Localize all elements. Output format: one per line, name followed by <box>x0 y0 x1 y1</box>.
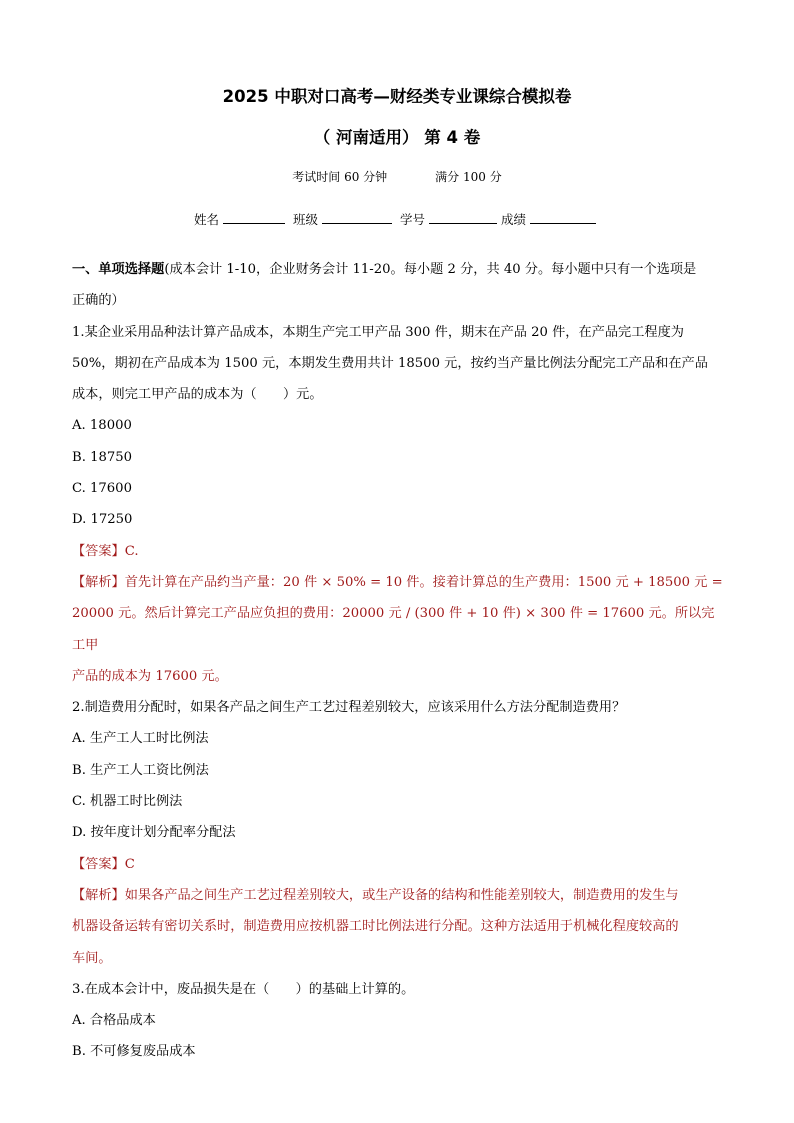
id-blank[interactable] <box>429 210 497 224</box>
answer-value: C. <box>124 543 139 559</box>
class-label: 班级 <box>292 212 318 227</box>
page-title: 2025 中职对口高考—财经类专业课综合模拟卷 <box>222 87 572 106</box>
class-blank[interactable] <box>322 210 392 224</box>
q2-analysis-line1 <box>72 880 724 911</box>
q1-option-d: D. 17250 <box>72 512 133 528</box>
q3-option-a: A. 合格品成本 <box>72 1013 156 1029</box>
q1-stem-line3: 成本，则完工甲产品的成本为（ ）元。 <box>72 387 323 403</box>
q1-option-c: C. 17600 <box>72 481 132 497</box>
exam-time: 考试时间 60 分钟 <box>292 170 388 184</box>
q2-answer <box>72 849 724 880</box>
q2-option-a: A. 生产工人工时比例法 <box>72 731 209 747</box>
q3-stem-line1: 3.在成本会计中，废品损失是在（ ）的基础上计算的。 <box>72 981 415 997</box>
q1-answer <box>72 536 724 567</box>
q1-analysis-line2: 20000 元。然后计算完工产品应负担的费用：20000 元 / (300 件 + 10 件) × 300 件 = 17600 元。所以完工甲 <box>72 606 715 653</box>
q3-option-b: B. 不可修复废品成本 <box>72 1044 196 1060</box>
page-subtitle: （ 河南适用） 第 4 卷 <box>313 128 481 147</box>
q1-stem-line1: 1.某企业采用品种法计算产品成本，本期生产完工甲产品 300 件，期末在产品 20 件，在产品完工程度为 <box>72 324 684 340</box>
q1-option-b: B. 18750 <box>72 449 133 465</box>
q2-analysis-line3: 车间。 <box>72 950 112 966</box>
q1-analysis-line1 <box>72 567 724 598</box>
q1-option-a: A. 18000 <box>72 418 132 434</box>
name-blank[interactable] <box>223 210 285 224</box>
student-info <box>0 210 794 228</box>
analysis-label: 【解析】 <box>72 887 125 903</box>
answer-label: 【答案】 <box>72 543 125 559</box>
section-desc-cont: 正确的） <box>72 293 125 309</box>
analysis-text: 如果各产品之间生产工艺过程差别较大，或生产设备的结构和性能差别较大，制造费用的发生与 <box>124 887 679 903</box>
analysis-text: 首先计算在产品约当产量：20 件 × 50% = 10 件。接着计算总的生产费用：1500 元 + 18500 元 = <box>124 574 723 590</box>
grade-blank[interactable] <box>530 210 596 224</box>
grade-label: 成绩 <box>501 212 527 227</box>
exam-score: 满分 100 分 <box>435 170 502 184</box>
section-desc: (成本会计 1-10，企业财务会计 11-20。每小题 2 分，共 40 分。每小题中只有一个选项是 <box>164 262 697 277</box>
question-body <box>72 254 724 1068</box>
q1-analysis-line3: 产品的成本为 17600 元。 <box>72 668 228 684</box>
section-intro <box>72 254 724 285</box>
section-heading: 一、单项选择题 <box>72 262 165 277</box>
q1-stem-line2: 50%，期初在产品成本为 1500 元，本期发生费用共计 18500 元，按约当产量比例法分配完工产品和在产品 <box>72 355 708 371</box>
name-label: 姓名 <box>193 212 219 227</box>
q2-option-b: B. 生产工人工资比例法 <box>72 762 209 778</box>
exam-meta <box>0 168 794 185</box>
q2-stem-line1: 2.制造费用分配时，如果各产品之间生产工艺过程差别较大，应该采用什么方法分配制造费用？ <box>72 700 626 716</box>
q2-analysis-line2: 机器设备运转有密切关系时，制造费用应按机器工时比例法进行分配。这种方法适用于机械化程度较高的 <box>72 919 679 935</box>
answer-value: C <box>124 856 135 872</box>
q2-option-d: D. 按年度计划分配率分配法 <box>72 825 236 841</box>
answer-label: 【答案】 <box>72 856 125 872</box>
id-label: 学号 <box>399 212 425 227</box>
q2-option-c: C. 机器工时比例法 <box>72 794 183 810</box>
analysis-label: 【解析】 <box>72 574 125 590</box>
